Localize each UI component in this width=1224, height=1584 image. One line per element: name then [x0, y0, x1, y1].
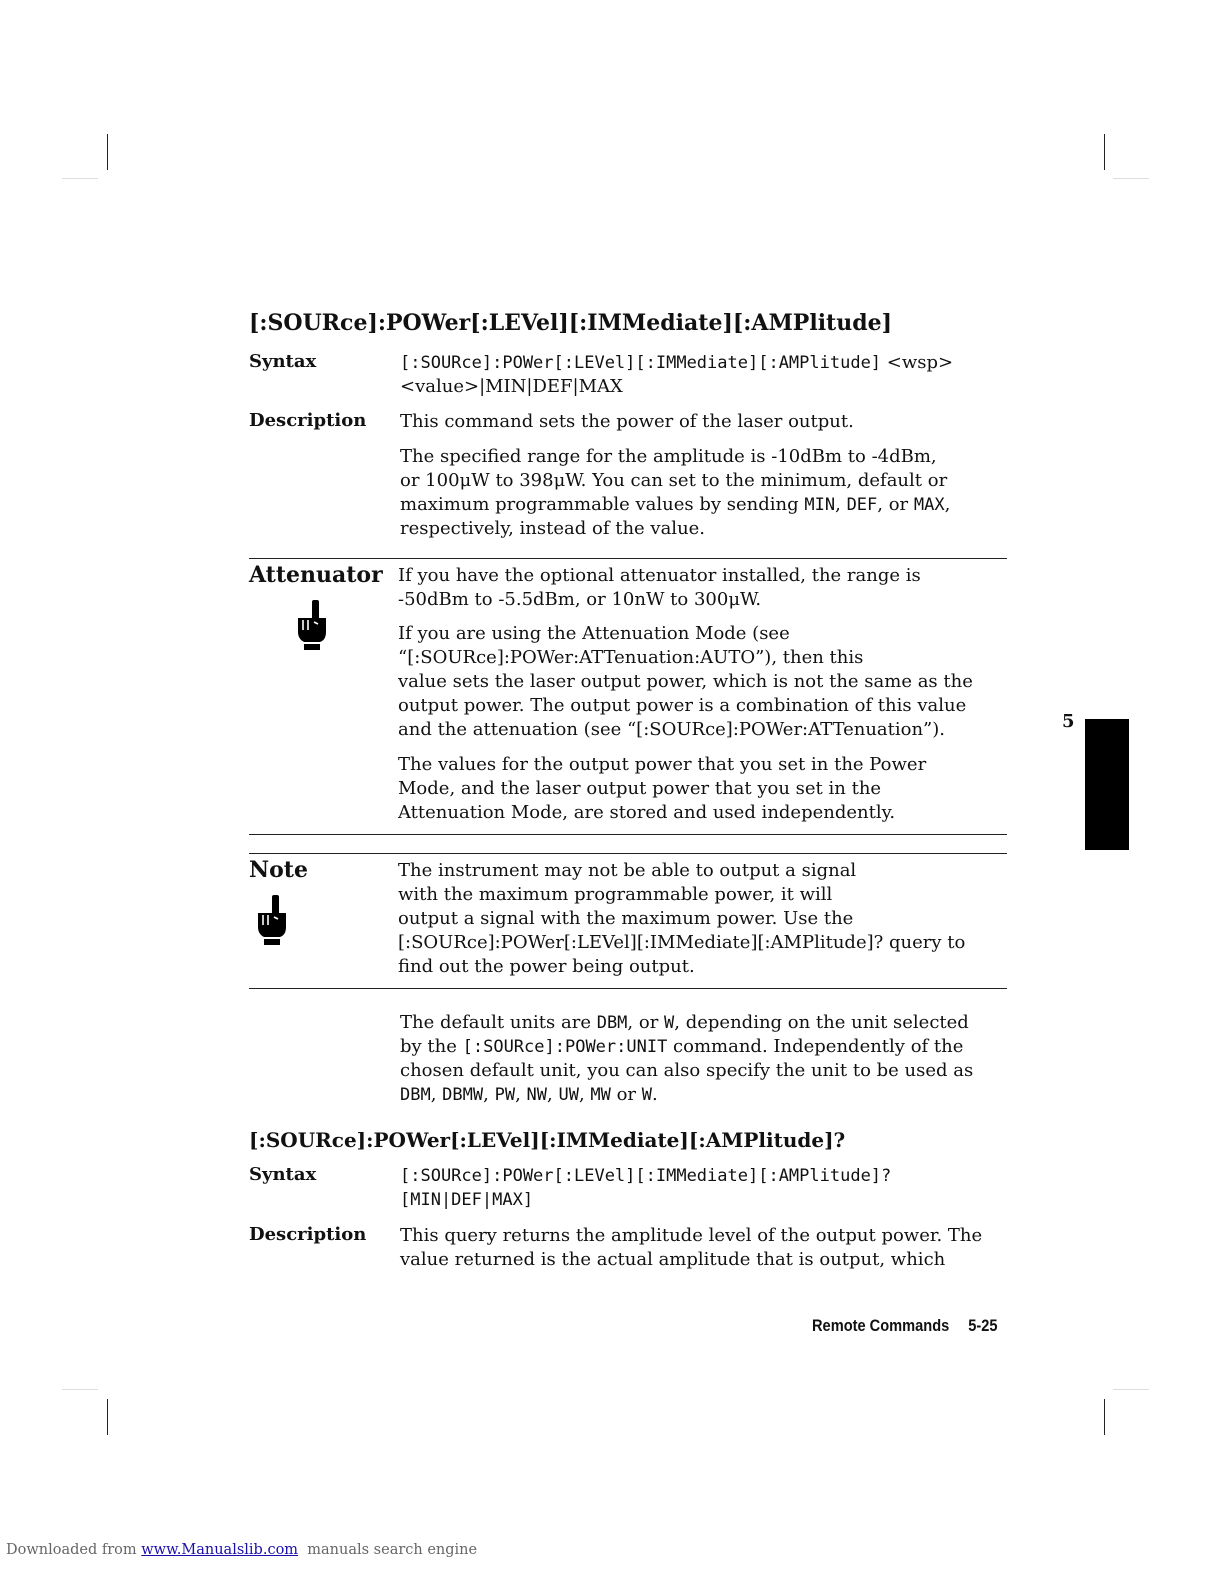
note-label: Note [249, 857, 308, 883]
attenuator-line: value sets the laser output power, which is not the same as the [398, 671, 973, 692]
section-heading-set-power: [:SOURce]:POWer[:LEVel][:IMMediate][:AMPlitude] [249, 310, 893, 336]
crop-mark-bottom-left [107, 1399, 108, 1435]
attenuator-line: -50dBm to -5.5dBm, or 10nW to 300μW. [398, 589, 762, 610]
units-text: by the [400, 1036, 463, 1057]
units-line [400, 1035, 1010, 1059]
keyword-def: DEF [846, 495, 878, 515]
download-footer [6, 1542, 477, 1558]
crop-line-top-right [1113, 178, 1149, 179]
unit-pw: PW [494, 1085, 516, 1105]
sep: , [430, 1084, 443, 1105]
unit-w: W [641, 1085, 653, 1105]
units-text: , depending on the unit selected [674, 1012, 969, 1033]
attenuator-line: and the attenuation (see “[:SOURce]:POWer:ATTenuation”). [398, 719, 946, 740]
desc-line: The specified range for the amplitude is -10dBm to -4dBm, [400, 446, 937, 467]
attenuator-line: The values for the output power that you set in the Power [398, 754, 927, 775]
attenuator-line: If you have the optional attenuator installed, the range is [398, 565, 921, 586]
unit-command: [:SOURce]:POWer:UNIT [462, 1037, 668, 1057]
syntax-params: [MIN|DEF|MAX] [400, 1190, 534, 1210]
crop-mark-top-right [1104, 134, 1105, 170]
syntax-command: [:SOURce]:POWer[:LEVel][:IMMediate][:AMPlitude]? [400, 1166, 892, 1186]
section-heading-query-power: [:SOURce]:POWer[:LEVel][:IMMediate][:AMPlitude]? [249, 1128, 846, 1152]
download-prefix: Downloaded from [6, 1542, 142, 1558]
attenuator-line: Attenuation Mode, are stored and used independently. [398, 802, 896, 823]
desc-line: This query returns the amplitude level of the output power. The [400, 1225, 983, 1246]
keyword-min: MIN [804, 495, 836, 515]
syntax-label: Syntax [249, 1164, 317, 1185]
units-line [400, 1011, 1010, 1035]
syntax-params: <value>|MIN|DEF|MAX [400, 376, 623, 397]
sep: , [547, 1084, 559, 1105]
note-top-rule [249, 853, 1007, 854]
crop-mark-bottom-right [1104, 1399, 1105, 1435]
sep: , [578, 1084, 591, 1105]
attenuator-line: “[:SOURce]:POWer:ATTenuation:AUTO”), then this [398, 647, 864, 668]
units-line: chosen default unit, you can also specify the unit to be used as [400, 1060, 974, 1081]
units-text: , or [627, 1012, 665, 1033]
description-text [400, 410, 854, 434]
units-line [400, 1083, 1010, 1107]
crop-line-bottom-right [1113, 1389, 1149, 1390]
attenuator-para-1 [398, 564, 998, 612]
pointing-hand-icon [255, 893, 291, 951]
page-footer [812, 1316, 997, 1336]
units-text: command. Independently of the [667, 1036, 964, 1057]
desc-text: maximum programmable values by sending [400, 494, 805, 515]
chapter-number: 5 [1062, 711, 1075, 732]
desc-text: , [944, 494, 951, 515]
attenuator-label: Attenuator [249, 562, 383, 588]
unit-dbmw: DBMW [442, 1085, 484, 1105]
attenuator-para-3 [398, 753, 998, 825]
syntax-text [400, 1164, 891, 1212]
units-paragraph [400, 1011, 1010, 1107]
unit-uw: UW [558, 1085, 579, 1105]
crop-line-bottom-left [62, 1389, 98, 1390]
attenuator-para-2 [398, 622, 1008, 742]
syntax-text [400, 351, 953, 399]
syntax-label: Syntax [249, 351, 317, 372]
desc-line: respectively, instead of the value. [400, 518, 706, 539]
page-number: 5-25 [968, 1316, 998, 1335]
chapter-thumb-tab [1085, 719, 1129, 850]
note-line: The instrument may not be able to output a signal [398, 860, 857, 881]
pointing-hand-icon [295, 598, 331, 656]
description-para-1: This command sets the power of the laser output. [400, 411, 854, 432]
unit-nw: NW [526, 1085, 547, 1105]
note-bottom-rule [249, 988, 1007, 989]
desc-line [400, 493, 1000, 517]
crop-mark-top-left [107, 134, 108, 170]
description-text [400, 1224, 1010, 1272]
crop-line-top-left [62, 178, 98, 179]
unit-dbm: DBM [400, 1085, 431, 1105]
note-line: [:SOURce]:POWer[:LEVel][:IMMediate][:AMPlitude]? query to [398, 932, 966, 953]
keyword-max: MAX [913, 495, 945, 515]
attenuator-top-rule [249, 558, 1007, 559]
units-text: The default units are [400, 1012, 597, 1033]
syntax-wsp: <wsp> [881, 352, 954, 373]
unit-mw: MW [590, 1085, 611, 1105]
download-suffix: manuals search engine [298, 1542, 478, 1558]
sep: . [652, 1084, 658, 1105]
manualslib-link[interactable]: www.Manualslib.com [141, 1542, 299, 1558]
description-label: Description [249, 410, 367, 431]
syntax-command: [:SOURce]:POWer[:LEVel][:IMMediate][:AMPlitude] [400, 353, 882, 373]
desc-text: , [835, 494, 847, 515]
note-line: output a signal with the maximum power. Use the [398, 908, 854, 929]
attenuator-line: Mode, and the laser output power that you set in the [398, 778, 882, 799]
note-line: with the maximum programmable power, it will [398, 884, 833, 905]
attenuator-line: If you are using the Attenuation Mode (see [398, 623, 790, 644]
note-line: find out the power being output. [398, 956, 695, 977]
unit-w: W [664, 1013, 675, 1033]
desc-text: , or [877, 494, 914, 515]
attenuator-bottom-rule [249, 834, 1007, 835]
note-text [398, 859, 1008, 979]
footer-section-title: Remote Commands [812, 1316, 950, 1335]
unit-dbm: DBM [596, 1013, 628, 1033]
desc-line: or 100μW to 398μW. You can set to the minimum, default or [400, 470, 948, 491]
sep: , [515, 1084, 527, 1105]
description-label: Description [249, 1224, 367, 1245]
sep: , [483, 1084, 495, 1105]
attenuator-line: output power. The output power is a combination of this value [398, 695, 967, 716]
sep: or [610, 1084, 642, 1105]
description-para-2 [400, 445, 1000, 541]
desc-line: value returned is the actual amplitude that is output, which [400, 1249, 946, 1270]
